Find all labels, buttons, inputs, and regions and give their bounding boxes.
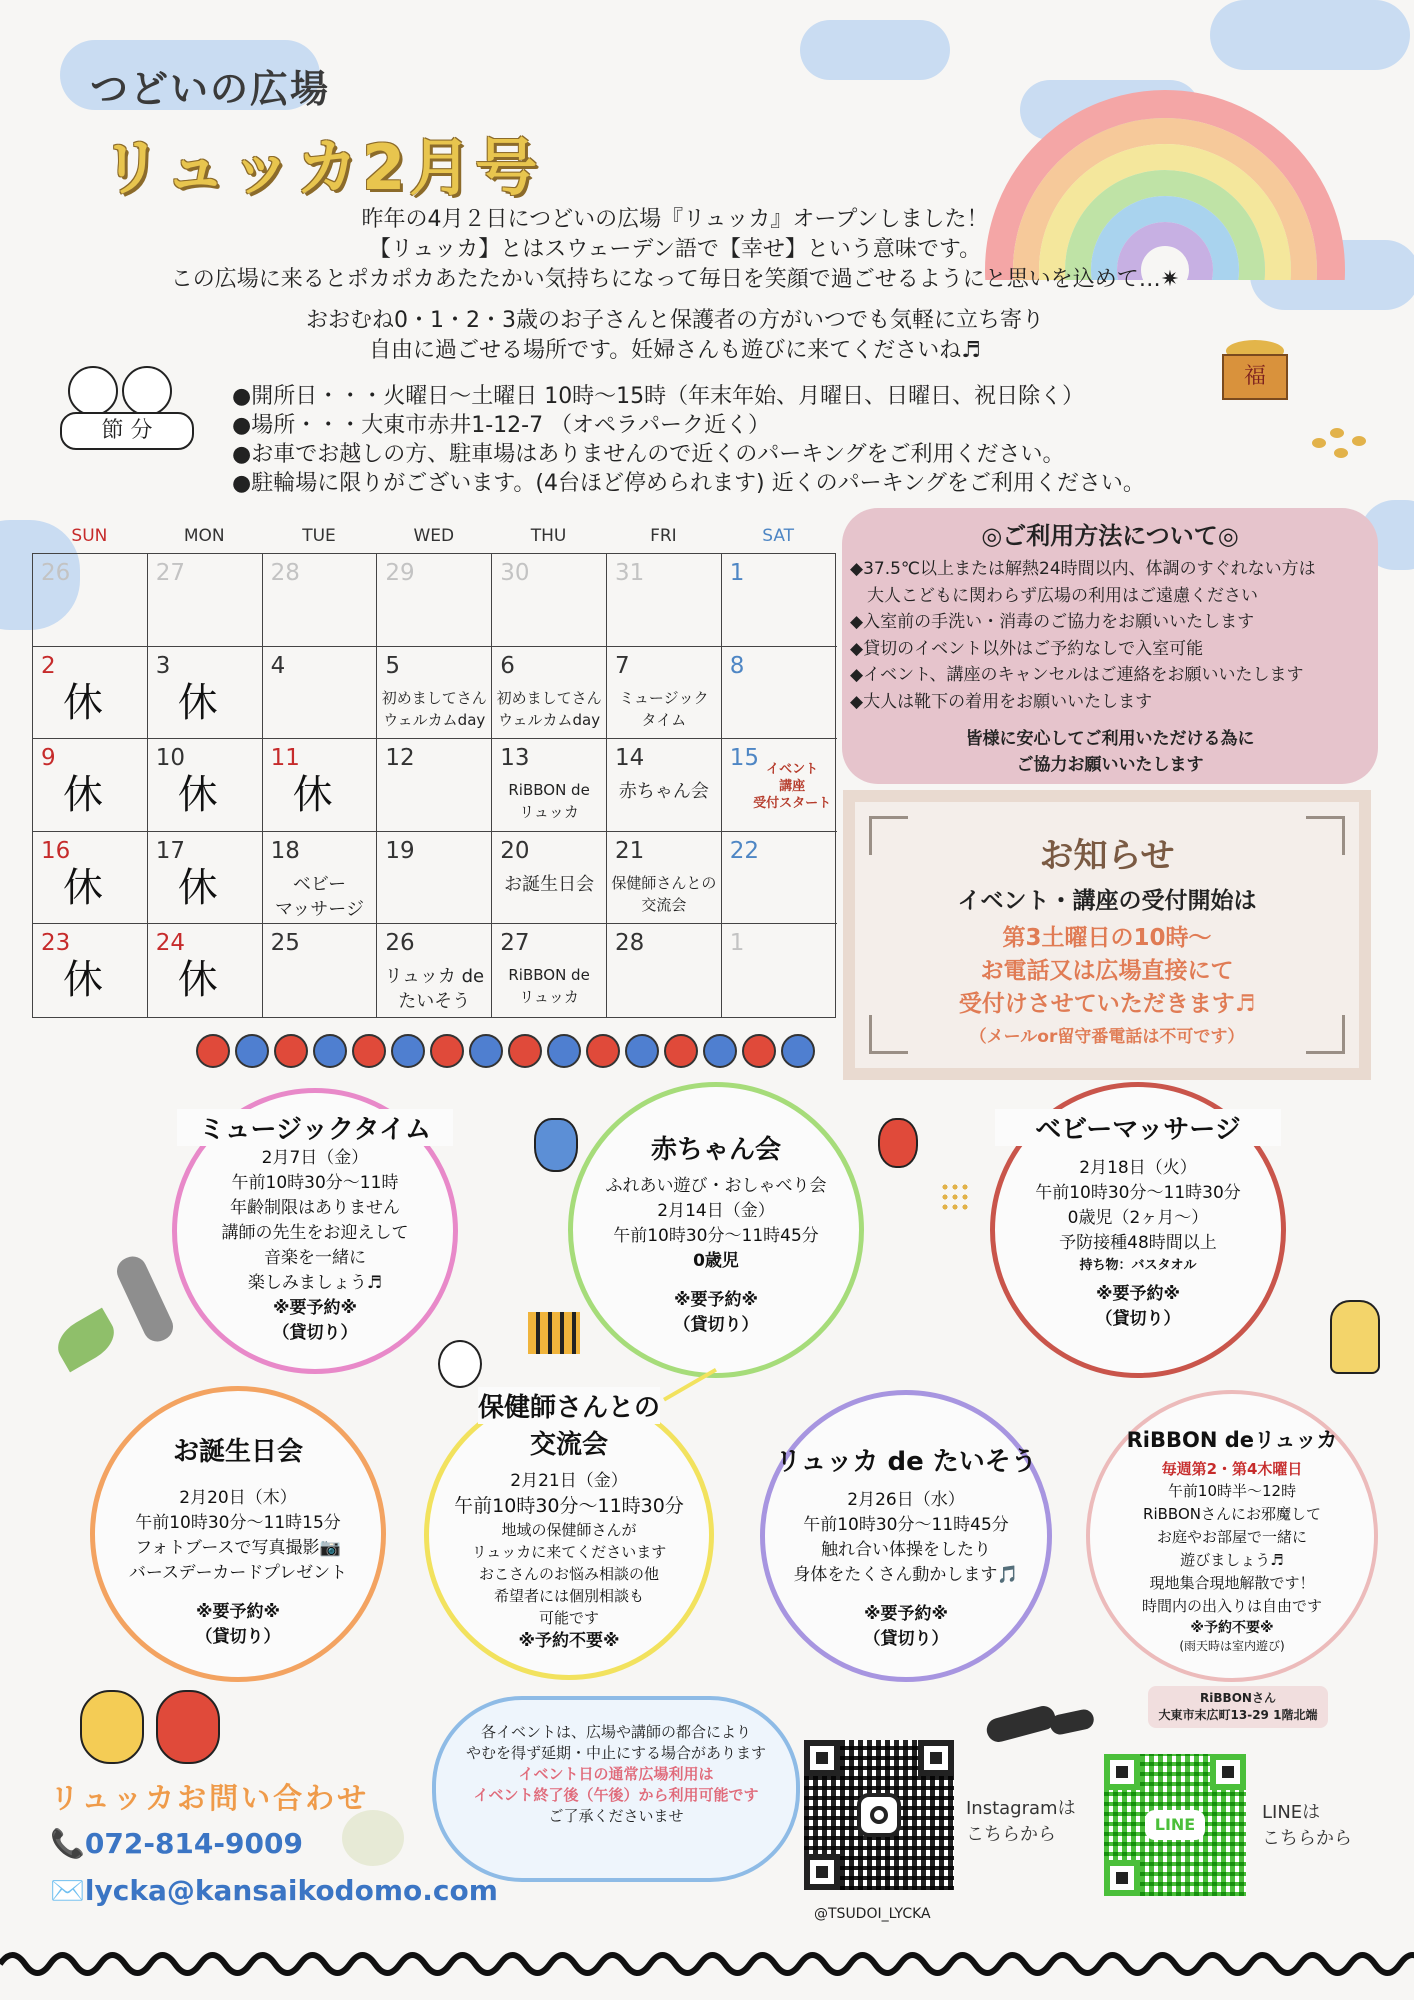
weekday-fri: FRI xyxy=(650,526,677,546)
closed-mark: 休 xyxy=(63,864,103,911)
closed-mark: 休 xyxy=(63,679,103,726)
oni-red-icon xyxy=(586,1034,620,1068)
calendar-day xyxy=(377,832,492,925)
day-number: 10 xyxy=(155,745,186,772)
day-number: 18 xyxy=(270,837,300,864)
event-birthday: お誕生日会 2月20日（木） 午前10時30分〜11時15分 フォトブースで写真撮影📷 バースデーカードプレゼント ※要予約※ （貸切り） xyxy=(90,1386,386,1682)
oni-red-icon xyxy=(196,1034,230,1068)
intro-text: 昨年の4月２日につどいの広場『リュッカ』オープンしました！ 【リュッカ】とはスウェーデン語で【幸せ】という意味です。 この広場に来るとポカポカあたたかい気持ちになって毎日を笑顔で過ごせるようにと思いを込めて…✷ xyxy=(170,207,1180,292)
notice-bubble: 各イベントは、広場や講師の都合により やむを得ず延期・中止にする場合があります イベント日の通常広場利用は イベント終了後（午後）から利用可能です ご了承くださいませ xyxy=(432,1696,800,1882)
notice-title: お知らせ xyxy=(1039,836,1175,876)
oni-blue-icon xyxy=(235,1034,269,1068)
day-number: 26 xyxy=(41,560,71,586)
day-event-note: お誕生日会 xyxy=(504,873,595,895)
weekday-thu: THU xyxy=(530,526,567,546)
ehomaki-icon xyxy=(984,1703,1058,1744)
oni-red-icon xyxy=(878,1118,918,1168)
instagram-icon xyxy=(857,1793,901,1837)
closed-mark: 休 xyxy=(177,864,218,911)
event-baby-meeting: 赤ちゃん会 ふれあい遊び・おしゃべり会 2月14日（金） 午前10時30分〜11時45分 0歳児 ※要予約※ （貸切り） xyxy=(568,1082,864,1378)
event-title: ベビーマッサージ xyxy=(995,1109,1281,1146)
day-number: 12 xyxy=(385,745,415,772)
closed-mark: 休 xyxy=(63,772,103,819)
oni-blue-icon xyxy=(391,1034,425,1068)
closed-mark: 休 xyxy=(177,957,218,1004)
oni-decoration-row xyxy=(196,1030,836,1070)
day-number: 11 xyxy=(270,745,300,772)
contact-title: リュッカお問い合わせ xyxy=(50,1781,370,1815)
day-number: 30 xyxy=(500,560,530,586)
day-event-note: リュッカ de たいそう xyxy=(384,966,485,1013)
day-number: 17 xyxy=(155,837,186,864)
weekday-sat: SAT xyxy=(762,526,795,546)
calendar-day xyxy=(263,647,378,740)
phone-icon: 📞 xyxy=(50,1827,85,1860)
calendar xyxy=(32,520,836,1018)
wavy-border xyxy=(0,1944,1414,1984)
day-number: 1 xyxy=(729,560,745,586)
calendar-day xyxy=(722,739,837,832)
day-number: 28 xyxy=(270,560,300,586)
calendar-day xyxy=(377,739,492,832)
calendar-day xyxy=(263,554,378,647)
day-number: 15 xyxy=(729,745,760,772)
day-number: 1 xyxy=(729,930,745,957)
oni-blue-icon xyxy=(469,1034,503,1068)
calendar-day xyxy=(33,924,148,1017)
oni-red-icon xyxy=(508,1034,542,1068)
calendar-day xyxy=(33,647,148,740)
day-event-note: RiBBON de リュッカ xyxy=(508,966,590,1007)
calendar-grid xyxy=(32,553,836,1018)
oni-red-icon xyxy=(742,1034,776,1068)
event-title: リュッカ de たいそう xyxy=(775,1447,1037,1477)
day-number: 13 xyxy=(500,745,530,772)
cloud xyxy=(1210,0,1410,70)
day-event-note: ミュージック タイム xyxy=(619,688,709,729)
day-number: 2 xyxy=(41,652,56,679)
day-number: 4 xyxy=(270,652,286,679)
oni-red-icon xyxy=(664,1034,698,1068)
calendar-day xyxy=(33,554,148,647)
oni-red-icon xyxy=(430,1034,464,1068)
line-label: LINEは こちらから xyxy=(1262,1802,1352,1849)
day-number: 23 xyxy=(41,930,71,957)
closed-mark: 休 xyxy=(63,957,103,1004)
day-number: 28 xyxy=(614,930,645,957)
day-event-note: 赤ちゃん会 xyxy=(618,781,709,803)
weekday-tue: TUE xyxy=(302,526,336,546)
day-event-note: 保健師さんとの 交流会 xyxy=(611,873,717,914)
calendar-day xyxy=(148,647,263,740)
calendar-day xyxy=(722,924,837,1017)
day-event-note: イベント 講座 受付スタート xyxy=(753,762,832,812)
fuku-box-icon xyxy=(1222,340,1288,400)
ehomaki-icon xyxy=(1048,1708,1095,1737)
usage-panel xyxy=(842,508,1378,784)
calendar-day xyxy=(607,924,722,1017)
notice-note: （メールor留守番電話は不可です） xyxy=(969,1027,1245,1047)
oni-blue-icon xyxy=(547,1034,581,1068)
setsubun-illustration xyxy=(60,360,200,460)
day-number: 3 xyxy=(155,652,171,679)
day-number: 27 xyxy=(500,930,530,957)
notice-subtitle: イベント・講座の受付開始は xyxy=(957,888,1257,914)
day-event-note: 初めましてさん ウェルカムday xyxy=(496,688,602,729)
day-number: 26 xyxy=(385,930,415,957)
usage-footer: 皆様に安心してご利用いただける為に ご協力お願いいたします xyxy=(965,729,1255,775)
fuku-label: 福 xyxy=(1222,354,1288,400)
day-number: 8 xyxy=(729,652,745,679)
instagram-label: Instagramは こちらから xyxy=(966,1798,1076,1845)
day-event-note: RiBBON de リュッカ xyxy=(508,781,590,822)
day-number: 5 xyxy=(385,652,401,679)
tiger-pants-icon xyxy=(528,1312,580,1354)
contact-email[interactable]: ✉️lycka@kansaikodomo.com xyxy=(50,1874,498,1907)
calendar-day xyxy=(148,554,263,647)
day-number: 31 xyxy=(614,560,645,586)
beans-icon xyxy=(940,1182,970,1212)
contact-phone[interactable]: 📞072-814-9009 xyxy=(50,1827,303,1860)
cloud xyxy=(800,20,950,80)
usage-title: ◎ご利用方法について◎ xyxy=(981,522,1239,550)
calendar-day xyxy=(492,554,607,647)
calendar-day xyxy=(492,924,607,1017)
holly-leaf-icon xyxy=(50,1308,122,1373)
calendar-day xyxy=(722,647,837,740)
calendar-day xyxy=(148,739,263,832)
calendar-day xyxy=(263,924,378,1017)
calendar-day xyxy=(33,832,148,925)
day-number: 22 xyxy=(729,837,760,864)
event-ribbon: RiBBON deリュッカ 毎週第2・第4木曜日 午前10時半〜12時 RiBBONさんにお邪魔して お庭やお部屋で一緒に 遊びましょう♬ 現地集合現地解散です！ 時間内の出入りは自由です ※予約不要※ (雨天時は室内遊び) xyxy=(1086,1390,1378,1682)
info-list: ●開所日・・・火曜日〜土曜日 10時〜15時（年末年始、月曜日、日曜日、祝日除く） ●場所・・・大東市赤井1-12-7 （オペラパーク近く） ●お車でお越しの方、駐車場はありませんので近くのパーキングをご利用ください。 ●駐輪場に限りがございます。(4台ほど停められます) 近くのパーキングをご利用ください。 xyxy=(232,384,1145,496)
day-number: 6 xyxy=(500,652,515,679)
oni-blue-icon xyxy=(625,1034,659,1068)
notice-panel xyxy=(843,790,1371,1080)
notice-details: 第3土曜日の10時〜 お電話又は広場直接にて 受付けさせていただきます♬ xyxy=(958,925,1256,1017)
instagram-qr-code[interactable] xyxy=(804,1740,954,1890)
intro-text-2: おおむね0・1・2・3歳のお子さんと保護者の方がいつでも気軽に立ち寄り 自由に過ごせる場所です。妊婦さんも遊びに来てくださいね♬ xyxy=(306,308,1044,363)
closed-mark: 休 xyxy=(177,679,218,726)
day-number: 25 xyxy=(270,930,300,957)
calendar-day xyxy=(492,832,607,925)
closed-mark: 休 xyxy=(292,772,333,819)
day-number: 20 xyxy=(500,837,530,864)
oni-blue-icon xyxy=(781,1034,815,1068)
oni-blue-icon xyxy=(703,1034,737,1068)
day-number: 21 xyxy=(614,837,645,864)
usage-rules: ◆37.5℃以上または解熱24時間以内、体調のすぐれない方は 大人こどもに関わらず広場の利用はご遠慮ください ◆入室前の手洗い・消毒のご協力をお願いいたします ◆貸切のイベント以外はご予約なしで入室可能 ◆イベント、講座のキャンセルはご連絡をお願いいたします ◆大人は靴下の着用をお願いいたします xyxy=(850,559,1316,712)
calendar-day xyxy=(377,554,492,647)
calendar-day xyxy=(607,647,722,740)
day-number: 16 xyxy=(41,837,71,864)
day-number: 7 xyxy=(614,652,630,679)
calendar-day xyxy=(607,739,722,832)
oni-blue-icon xyxy=(313,1034,347,1068)
ribbon-address: RiBBONさん 大東市末広町13-29 1階北端 xyxy=(1148,1686,1328,1728)
mail-icon: ✉️ xyxy=(50,1874,85,1907)
event-title: RiBBON deリュッカ xyxy=(1126,1428,1338,1452)
calendar-day xyxy=(377,647,492,740)
event-title: お誕生日会 xyxy=(172,1437,303,1467)
event-title: 赤ちゃん会 xyxy=(650,1135,781,1165)
calendar-day xyxy=(263,832,378,925)
beans-icon xyxy=(1312,428,1372,468)
line-badge-icon: LINE xyxy=(1145,1810,1205,1840)
calendar-day xyxy=(377,924,492,1017)
weekday-wed: WED xyxy=(413,526,455,546)
day-event-note: 初めましてさん ウェルカムday xyxy=(381,688,487,729)
weekday-mon: MON xyxy=(183,526,225,546)
line-qr-code[interactable] xyxy=(1104,1754,1246,1896)
instagram-handle: @TSUDOI_LYCKA xyxy=(814,1906,931,1922)
day-number: 29 xyxy=(385,560,415,586)
calendar-day xyxy=(722,832,837,925)
day-event-note: ベビー マッサージ xyxy=(275,873,364,920)
calendar-header xyxy=(32,520,836,553)
calendar-day xyxy=(148,832,263,925)
day-number: 27 xyxy=(155,560,186,586)
event-music-time: ミュージックタイム 2月7日（金） 午前10時30分〜11時 年齢制限はありません 講師の先生をお迎えして 音楽を一緒に 楽しみましょう♬ ※要予約※ （貸切り） xyxy=(172,1088,458,1374)
closed-mark: 休 xyxy=(177,772,218,819)
calendar-day xyxy=(607,554,722,647)
calendar-day xyxy=(33,739,148,832)
event-taiso: リュッカ de たいそう 2月26日（水） 午前10時30分〜11時45分 触れ合い体操をしたり 身体をたくさん動かします🎵 ※要予約※ （貸切り） xyxy=(760,1390,1052,1682)
day-number: 9 xyxy=(41,745,56,772)
calendar-day xyxy=(492,739,607,832)
calendar-day xyxy=(722,554,837,647)
calendar-day xyxy=(607,832,722,925)
setsubun-label: 節 分 xyxy=(60,412,194,450)
oni-blue-icon xyxy=(534,1118,578,1172)
okame-mask-icon xyxy=(438,1340,482,1388)
weekday-sun: SUN xyxy=(71,526,108,546)
event-public-health-nurse: 保健師さんとの 交流会 2月21日（金） 午前10時30分〜11時30分 地域の保健師さんが リュッカに来てくださいます おこさんのお悩み相談の他 希望者には個別相談も 可能です ※予約不要※ xyxy=(424,1390,714,1680)
oni-red-icon xyxy=(352,1034,386,1068)
children-oni-icon xyxy=(80,1690,230,1770)
day-number: 14 xyxy=(614,745,645,772)
day-number: 19 xyxy=(385,837,415,864)
child-oni-icon xyxy=(1330,1300,1380,1374)
calendar-day xyxy=(263,739,378,832)
event-title: ミュージックタイム xyxy=(177,1109,453,1146)
calendar-day xyxy=(148,924,263,1017)
calendar-day xyxy=(492,647,607,740)
page-subtitle: つどいの広場 xyxy=(90,67,331,111)
lycka-house-logo xyxy=(342,1810,404,1866)
event-baby-massage: ベビーマッサージ 2月18日（火） 午前10時30分〜11時30分 0歳児（2ヶ月〜） 予防接種48時間以上 持ち物：バスタオル ※要予約※ （貸切り） xyxy=(990,1082,1286,1378)
page-title: リュッカ2月号 xyxy=(100,131,542,204)
kanabo-club-icon xyxy=(112,1252,177,1346)
event-title: 保健師さんとの xyxy=(478,1387,660,1424)
day-number: 24 xyxy=(155,930,186,957)
oni-red-icon xyxy=(274,1034,308,1068)
